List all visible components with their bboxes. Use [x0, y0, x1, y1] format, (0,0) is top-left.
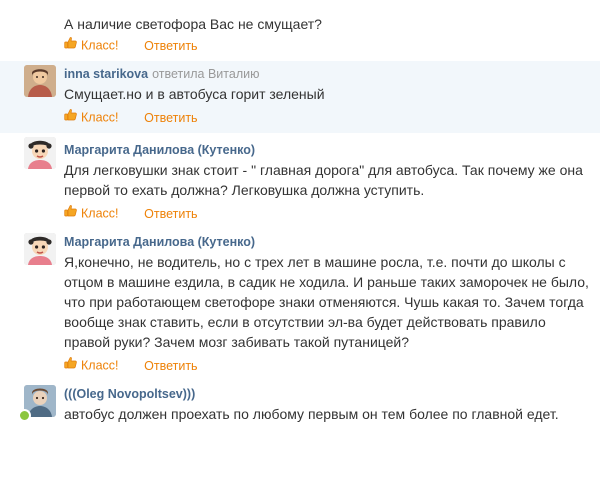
reply-button[interactable]: Ответить — [144, 359, 198, 373]
author-name[interactable]: inna starikova — [64, 67, 149, 81]
comment-text: автобус должен проехать по любому первым он тем более по главной едет. — [64, 406, 559, 422]
like-button[interactable] — [64, 205, 119, 223]
comment-text: Смущает.но и в автобуса горит зеленый — [64, 86, 325, 102]
like-label: Класс! — [81, 358, 119, 373]
comment-text: Для легковушки знак стоит - " главная дорога" для автобуса. Так почему же она первой то ехать должна? Легковушка должна уступить. — [64, 162, 583, 198]
thumbs-up-icon — [64, 204, 78, 222]
comment-text: А наличие светофора Вас не смущает? — [64, 16, 322, 32]
author-target[interactable]: Виталию — [207, 67, 260, 81]
comment-actions — [64, 106, 590, 133]
like-label: Класс! — [81, 38, 119, 53]
author-action: ответила — [152, 67, 205, 81]
comment-text: Я,конечно, не водитель, но с трех лет в машине росла, т.е. почти до школы с отцом в машине ездила, в садик не ходила. И раньше таких заморочек не было, что при работающем светофоре знаки отменяются. Чушь какая то. Зачем тогда вообще знак ставить, если в отсутствии эл-ва будет действовать правило правой руки? Зачем мозг забивать такой путаницей? — [64, 254, 589, 350]
comment-item — [0, 381, 600, 426]
author-name[interactable]: Маргарита Данилова (Кутенко) — [64, 143, 256, 157]
comment-actions — [64, 34, 590, 61]
comment-item — [0, 229, 600, 381]
reply-button[interactable]: Ответить — [144, 111, 198, 125]
like-button[interactable] — [64, 37, 119, 55]
author-name[interactable]: Маргарита Данилова (Кутенко) — [64, 235, 256, 249]
thumbs-up-icon — [64, 108, 78, 126]
thumbs-up-icon — [64, 356, 78, 374]
online-status-indicator — [18, 409, 31, 422]
comment-author-line — [64, 231, 590, 250]
thumbs-up-icon — [64, 36, 78, 54]
comment-item — [0, 61, 600, 133]
like-button[interactable] — [64, 109, 119, 127]
avatar[interactable] — [24, 65, 56, 97]
reply-button[interactable]: Ответить — [144, 39, 198, 53]
comment-actions — [64, 354, 590, 381]
author-name[interactable]: (((Oleg Novopoltsev))) — [64, 387, 196, 401]
avatar[interactable] — [24, 137, 56, 169]
comment-actions — [64, 202, 590, 229]
like-label: Класс! — [81, 206, 119, 221]
comment-author-line — [64, 139, 590, 158]
comment-author-line — [64, 383, 590, 402]
reply-button[interactable]: Ответить — [144, 207, 198, 221]
comment-author-line — [64, 63, 590, 82]
like-button[interactable] — [64, 357, 119, 375]
avatar[interactable] — [24, 233, 56, 265]
like-label: Класс! — [81, 110, 119, 125]
comment-item — [0, 133, 600, 229]
comment-item — [0, 0, 600, 61]
